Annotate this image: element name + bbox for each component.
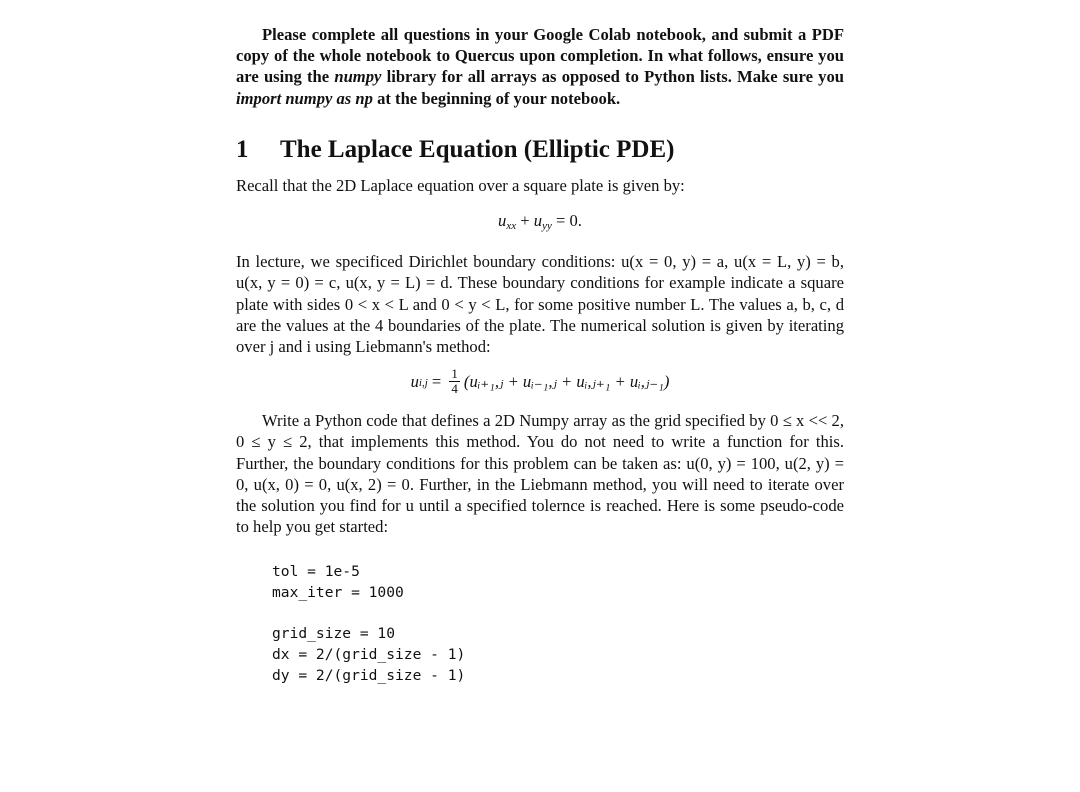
intro-text-2: library for all arrays as opposed to Python lists. Make sure you (381, 67, 844, 87)
intro-paragraph (236, 24, 844, 109)
fraction-numerator: 1 (451, 366, 458, 382)
one-quarter-fraction (449, 367, 460, 396)
laplace-plus: + (516, 211, 534, 231)
laplace-u1: u (498, 211, 507, 231)
intro-text-3: at the beginning of your notebook. (372, 88, 621, 108)
intro-text-1: Please complete all questions in your Google Colab notebook, and submit a PDF copy of the whole notebook to Quercus upon completion. In what follows, ensure you are using the (236, 25, 844, 87)
liebmann-rhs: (uᵢ₊₁,ⱼ + uᵢ₋₁,ⱼ + uᵢ,ⱼ₊₁ + uᵢ,ⱼ₋₁) (463, 372, 670, 392)
intro-numpy: numpy (334, 67, 382, 87)
lecture-paragraph: In lecture, we specificed Dirichlet boundary conditions: u(x = 0, y) = a, u(x = L, y) = b, u(x, y = 0) = c, u(x, y = L) = d. These boundary conditions for example indicate a square plate with sides 0 < x < L and 0 < y < L, for some positive number L. The values a, b, c, d are the values at the 4 boundaries of the plate. The numerical solution is given by iterating over j and i using Liebmann's method: (236, 252, 844, 357)
liebmann-lhs-sub: i,j (418, 377, 428, 390)
recall-text: Recall that the 2D Laplace equation over a square plate is given by: (236, 175, 685, 195)
laplace-sub-xx: xx (506, 220, 517, 233)
laplace-sub-yy: yy (542, 220, 552, 233)
fraction-denominator: 4 (451, 381, 458, 397)
code-line: tol = 1e-5 (272, 563, 360, 581)
section-number: 1 (236, 135, 249, 163)
code-line: max_iter = 1000 (272, 584, 404, 602)
section-title: The Laplace Equation (Elliptic PDE) (280, 135, 675, 163)
section-heading (236, 135, 844, 165)
liebmann-lhs: u (410, 372, 419, 392)
liebmann-equation (236, 367, 844, 396)
write-paragraph: Write a Python code that defines a 2D Numpy array as the grid specified by 0 ≤ x << 2, 0 ≤ y ≤ 2, that implements this method. You do not need to write a function for this. Further, the boundary conditions for this problem can be taken as: u(0, y) = 100, u(2, y) = 0, u(x, 0) = 0, u(x, 2) = 0. Further, in the Liebmann method, you will need to iterate over the solution you find for u until a specified tolernce is reached. Here is some pseudo-code to help you get started: (236, 411, 844, 537)
laplace-rhs: = 0. (551, 211, 582, 231)
code-line: grid_size = 10 (272, 625, 396, 643)
code-line: dy = 2/(grid_size - 1) (272, 667, 466, 685)
laplace-u2: u (533, 211, 543, 231)
laplace-equation (236, 210, 844, 237)
text-column (236, 24, 844, 686)
intro-import: import numpy as np (236, 88, 373, 108)
code-line: dx = 2/(grid_size - 1) (272, 646, 466, 664)
liebmann-equals: = (427, 372, 446, 392)
